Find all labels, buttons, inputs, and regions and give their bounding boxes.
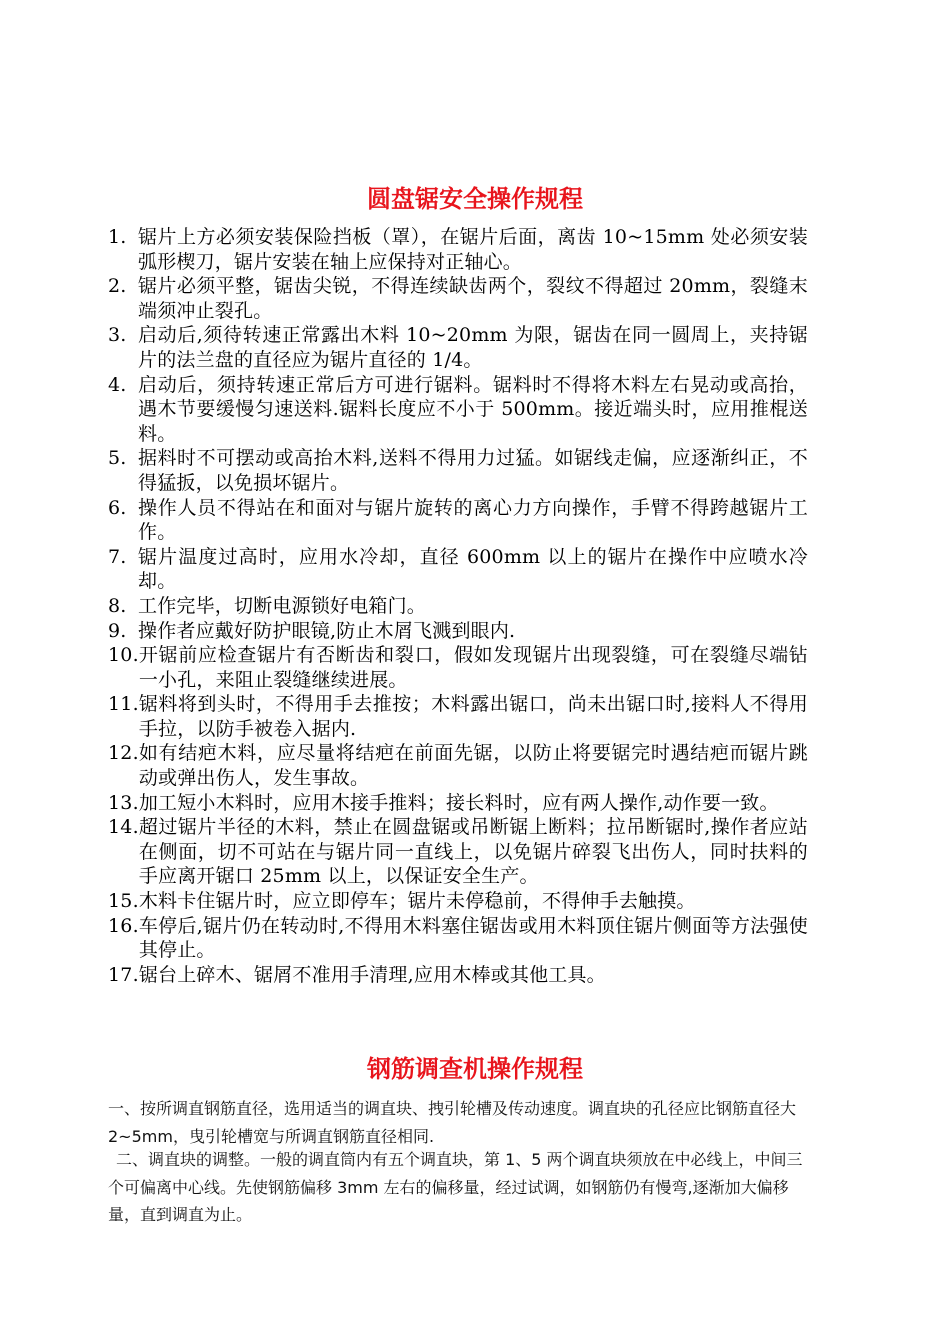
item-number: 4. (108, 373, 127, 396)
list-item (108, 446, 808, 495)
item-number: 9. (108, 619, 127, 642)
item-number: 5. (108, 447, 127, 470)
item-number: 1. (108, 226, 127, 248)
item-number: 14. (108, 816, 139, 839)
item-text: 锯片上方必须安装保险挡板（罩），在锯片后面，离齿 10~15mm 处必须安装弧形楔刀，锯片安装在轴上应保持对正轴心。 (138, 226, 808, 273)
list-item (108, 373, 808, 447)
item-number: 2. (108, 275, 127, 298)
item-number: 11. (108, 693, 139, 716)
item-text: 操作者应戴好防护眼镜,防止木屑飞溅到眼内. (138, 619, 516, 642)
item-number: 17. (108, 963, 139, 986)
item-number: 13. (108, 791, 139, 814)
item-text: 车停后,锯片仍在转动时,不得用木料塞住锯齿或用木料顶住锯片侧面等方法强使其停止。 (138, 914, 808, 962)
list-item (108, 594, 808, 619)
item-text: 据料时不可摆动或高抬木料,送料不得用力过猛。如锯线走偏，应逐渐纠正，不得猛扳，以免损坏锯片。 (138, 447, 808, 494)
list-item (108, 741, 808, 790)
item-text: 操作人员不得站在和面对与锯片旋转的离心力方向操作，手臂不得跨越锯片工作。 (138, 496, 808, 544)
item-text: 启动后,须待转速正常露出木料 10~20mm 为限，锯齿在同一圆周上，夹持锯片的法兰盘的直径应为锯片直径的 1/4。 (138, 324, 808, 371)
item-number: 7. (108, 545, 127, 568)
list-item (108, 692, 808, 741)
item-number: 12. (108, 742, 139, 765)
item-text: 锯料将到头时，不得用手去推按；木料露出锯口，尚未出锯口时,接料人不得用手拉，以防手被卷入据内. (138, 693, 808, 740)
item-text: 锯片必须平整，锯齿尖锐，不得连续缺齿两个，裂纹不得超过 20mm，裂缝末端须冲止裂孔。 (138, 275, 808, 322)
item-number: 6. (108, 496, 127, 519)
item-number: 3. (108, 324, 127, 347)
item-text: 锯台上碎木、锯屑不准用手清理,应用木棒或其他工具。 (138, 963, 606, 986)
section-title-circular-saw: 圆盘锯安全操作规程 (367, 185, 583, 213)
list-item (108, 643, 808, 692)
paragraph-step-2: 二、调直块的调整。一般的调直筒内有五个调直块，第 1、5 两个调直块须放在中必线上，中间三个可偏离中心线。先使钢筋偏移 3mm 左右的偏移量，经过试调，如钢筋仍有慢弯,逐渐加大偏移量，直到调直为止。 (108, 1150, 803, 1224)
list-item (108, 815, 808, 889)
section-title-rebar-straightener: 钢筋调查机操作规程 (367, 1055, 583, 1083)
item-text: 工作完毕，切断电源锁好电箱门。 (138, 594, 427, 617)
item-text: 启动后，须持转速正常后方可进行锯料。锯料时不得将木料左右晃动或高抬，遇木节要缓慢匀速送料.锯料长度应不小于 500mm。接近端头时，应用推棍送料。 (138, 373, 808, 445)
list-item (108, 619, 808, 644)
item-text: 如有结疤木料，应尽量将结疤在前面先锯，以防止将要锯完时遇结疤而锯片跳动或弹出伤人，发生事故。 (138, 742, 808, 790)
list-item (108, 274, 808, 323)
item-text: 加工短小木料时，应用木接手推料；接长料时，应有两人操作,动作要一致。 (138, 791, 779, 814)
item-text: 木料卡住锯片时，应立即停车；锯片未停稳前，不得伸手去触摸。 (138, 890, 696, 913)
list-item (108, 914, 808, 963)
paragraph-step-1: 一、按所调直钢筋直径，选用适当的调直块、拽引轮槽及传动速度。调直块的孔径应比钢筋直径大 2~5mm，曳引轮槽宽与所调直钢筋直径相同. (108, 1099, 797, 1146)
list-item (108, 225, 808, 274)
item-text: 锯片温度过高时，应用水冷却，直径 600mm 以上的锯片在操作中应喷水冷却。 (138, 545, 808, 593)
list-item (108, 323, 808, 372)
item-number: 10. (108, 644, 139, 667)
item-text: 超过锯片半径的木料，禁止在圆盘锯或吊断锯上断料；拉吊断锯时,操作者应站在侧面，切不可站在与锯片同一直线上，以免锯片碎裂飞出伤人，同时扶料的手应离开锯口 25mm 以上，以保证安全生产。 (138, 816, 808, 888)
item-number: 8. (108, 594, 127, 617)
list-item (108, 791, 808, 816)
list-item (108, 889, 808, 914)
item-number: 15. (108, 890, 139, 913)
item-text: 开锯前应检查锯片有否断齿和裂口，假如发现锯片出现裂缝，可在裂缝尽端钻一小孔，来阻止裂缝继续进展。 (138, 644, 808, 691)
list-item (108, 963, 808, 988)
list-item (108, 496, 808, 545)
item-number: 16. (108, 914, 139, 937)
list-item (108, 545, 808, 594)
circular-saw-rules-list (108, 225, 808, 987)
